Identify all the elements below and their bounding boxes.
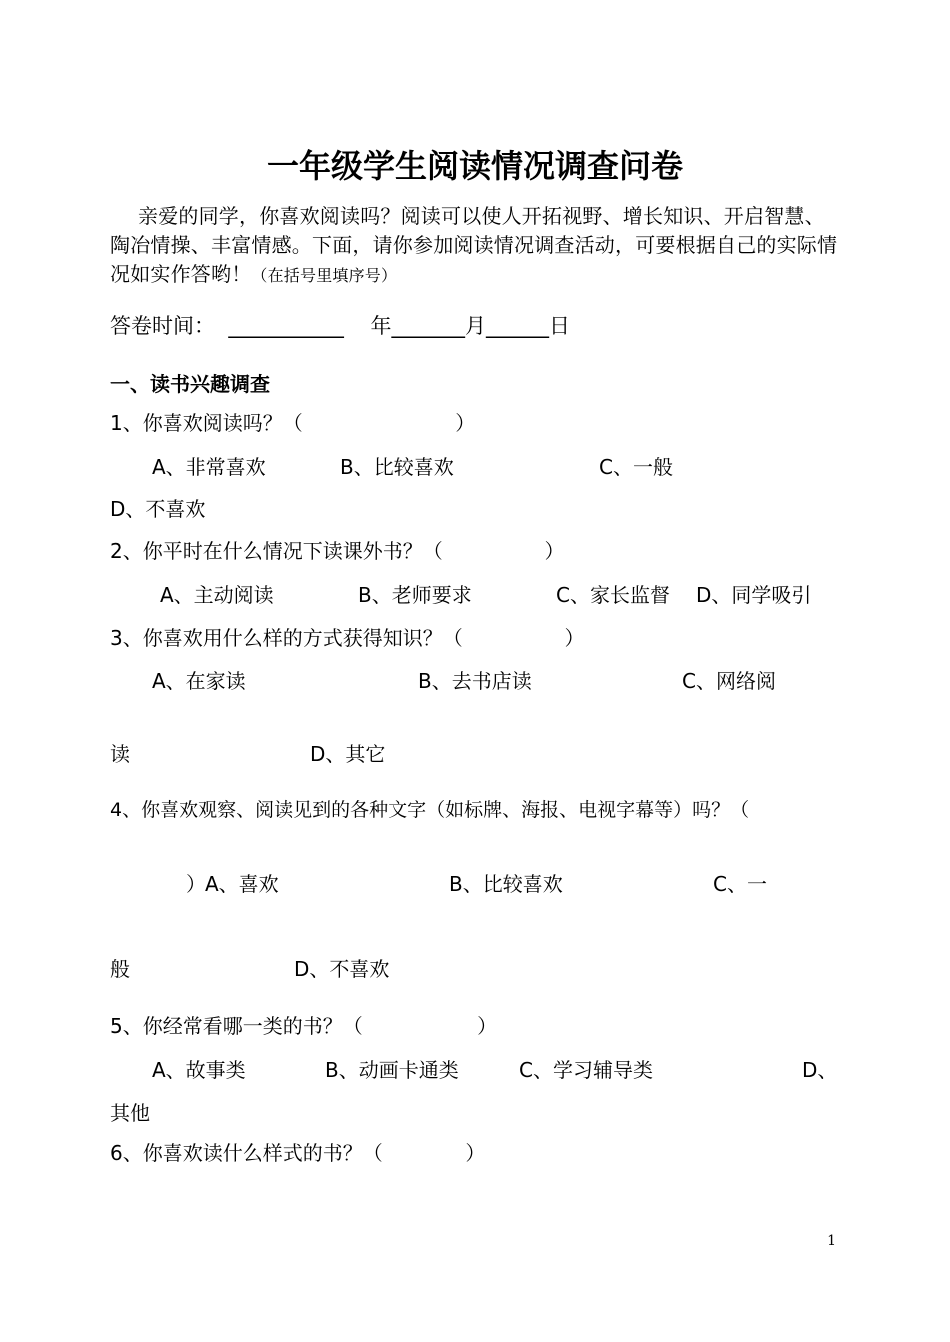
- section-heading: 一、读书兴趣调查: [110, 372, 270, 396]
- q2-option-c: C、家长监督: [556, 583, 670, 607]
- answer-time-line: 答卷时间： ___________ 年_______月______日: [110, 314, 571, 338]
- question-5: 5、你经常看哪一类的书？（ ）: [110, 1014, 498, 1038]
- q2-option-d: D、同学吸引: [696, 583, 812, 607]
- q1-option-d: D、不喜欢: [110, 497, 206, 521]
- question-1: 1、你喜欢阅读吗？（ ）: [110, 411, 476, 435]
- q3-option-a: A、在家读: [152, 669, 246, 693]
- q3-option-c-continued: 读: [110, 742, 130, 766]
- question-6: 6、你喜欢读什么样式的书？（ ）: [110, 1141, 486, 1165]
- q5-option-d: D、: [802, 1058, 838, 1082]
- q4-option-d: D、不喜欢: [294, 957, 390, 981]
- q1-option-a: A、非常喜欢: [152, 455, 266, 479]
- q5-option-b: B、动画卡通类: [325, 1058, 459, 1082]
- intro-note: （在括号里填序号）: [251, 266, 398, 285]
- question-3: 3、你喜欢用什么样的方式获得知识？（ ）: [110, 626, 585, 650]
- q3-option-d: D、其它: [310, 742, 386, 766]
- q4-close-paren: ）: [186, 872, 206, 896]
- q5-option-c: C、学习辅导类: [519, 1058, 653, 1082]
- q3-option-b: B、去书店读: [418, 669, 532, 693]
- question-2: 2、你平时在什么情况下读课外书？（ ）: [110, 539, 565, 563]
- q5-option-d-continued: 其他: [110, 1101, 150, 1125]
- q2-option-b: B、老师要求: [358, 583, 472, 607]
- q4-option-b: B、比较喜欢: [449, 872, 563, 896]
- intro-text: 亲爱的同学，你喜欢阅读吗？阅读可以使人开拓视野、增长知识、开启智慧、陶冶情操、丰富情感。下面，请你参加阅读情况调查活动，可要根据自己的实际情况如实作答哟！: [110, 204, 838, 286]
- document-title: 一年级学生阅读情况调查问卷: [266, 147, 683, 185]
- q2-option-a: A、主动阅读: [160, 583, 274, 607]
- page-number: 1: [827, 1233, 836, 1249]
- q5-option-a: A、故事类: [152, 1058, 246, 1082]
- intro-paragraph: [110, 202, 840, 290]
- q4-option-a: A、喜欢: [205, 872, 279, 896]
- question-4: 4、你喜欢观察、阅读见到的各种文字（如标牌、海报、电视字幕等）吗？（: [110, 799, 750, 821]
- q4-option-c: C、一: [713, 872, 767, 896]
- q3-option-c: C、网络阅: [682, 669, 776, 693]
- q1-option-c: C、一般: [599, 455, 673, 479]
- q1-option-b: B、比较喜欢: [340, 455, 454, 479]
- q4-option-c-continued: 般: [110, 957, 130, 981]
